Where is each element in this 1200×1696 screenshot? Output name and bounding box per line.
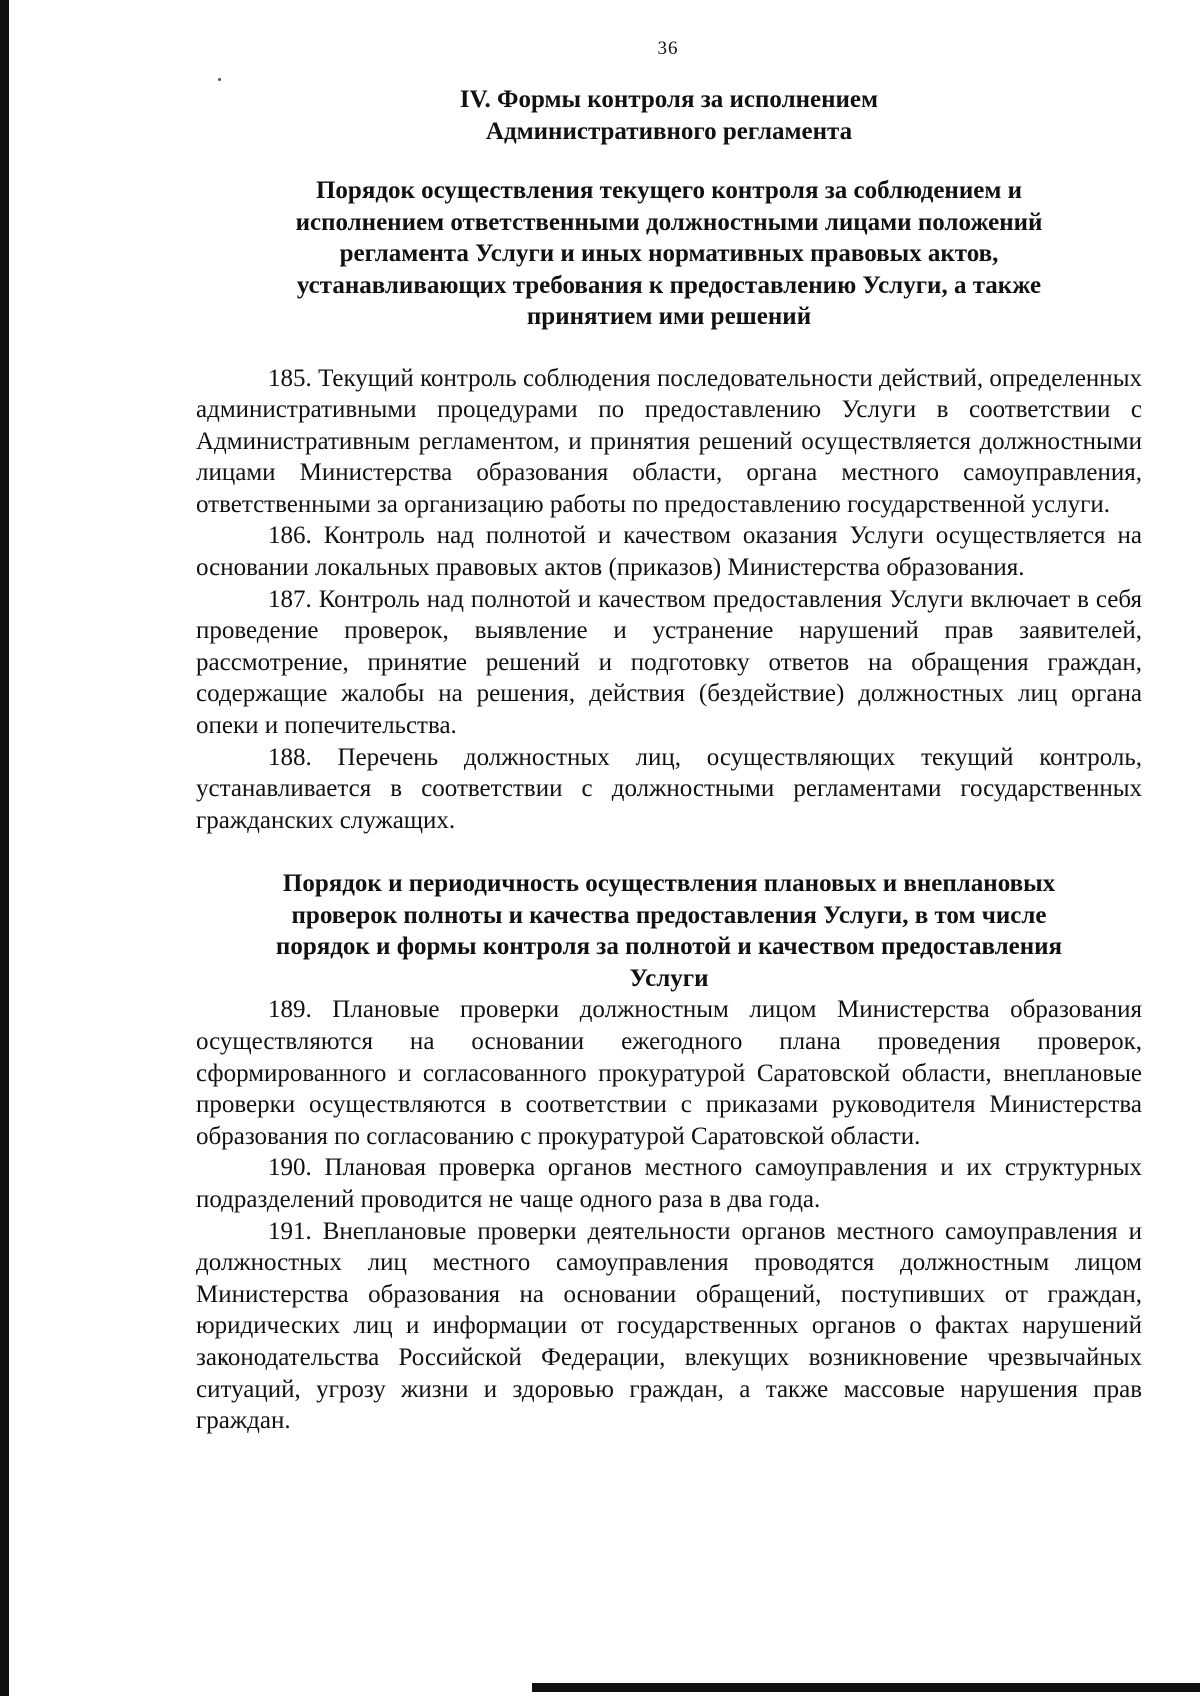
section-heading	[196, 84, 1142, 147]
paragraph-186: 186. Контроль над полнотой и качеством оказания Услуги осуществляется на основании локальных правовых актов (приказов) Министерства образования.	[196, 522, 1142, 582]
scan-speck	[218, 78, 221, 81]
subheading-line: регламента Услуги и иных нормативных правовых актов,	[339, 240, 999, 267]
paragraph-187: 187. Контроль над полнотой и качеством предоставления Услуги включает в себя проведение проверок, выявление и устранение нарушений прав заявителей, рассмотрение, принятие решений и подготовку ответов на обращения граждан, содержащие жалобы на решения, действия (бездействие) должностных лиц органа опеки и попечительства.	[196, 585, 1142, 740]
paragraph-190: 190. Плановая проверка органов местного самоуправления и их структурных подразделений проводится не чаще одного раза в два года.	[196, 1154, 1142, 1213]
subheading-line: Услуги	[629, 964, 709, 992]
subheading-inspections	[196, 868, 1142, 994]
subheading-line: порядок и формы контроля за полнотой и качеством предоставления	[275, 933, 1063, 961]
subheading-current-control	[196, 175, 1142, 333]
subheading-line: принятием ими решений	[526, 303, 812, 330]
scan-edge-left	[0, 0, 9, 1696]
scan-edge-bottom	[532, 1683, 1200, 1692]
subheading-line: проверок полноты и качества предоставления Услуги, в том числе	[291, 901, 1047, 929]
section-heading-line: IV. Формы контроля за исполнением	[459, 86, 879, 113]
document-body	[196, 84, 1142, 1437]
subheading-line: Порядок осуществления текущего контроля за соблюдением и	[315, 177, 1023, 204]
subheading-line: устанавливающих требования к предоставлению Услуги, а также	[296, 271, 1042, 299]
paragraph-188: 188. Перечень должностных лиц, осуществляющих текущий контроль, устанавливается в соответствии с должностными регламентами государственных гражданских служащих.	[196, 743, 1142, 834]
paragraph-191: 191. Внеплановые проверки деятельности органов местного самоуправления и должностных лиц местного самоуправления проводятся должностным лицом Министерства образования на основании обращений, поступивших от граждан, юридических лиц и информации от государственных органов о фактах нарушений законодательства Российской Федерации, влекущих возникновение чрезвычайных ситуаций, угрозу жизни и здоровью граждан, а также массовые нарушения прав граждан.	[196, 1217, 1142, 1435]
subheading-line: исполнением ответственными должностными лицами положений	[295, 208, 1043, 236]
paragraph-189: 189. Плановые проверки должностным лицом Министерства образования осуществляются на основании ежегодного плана проведения проверок, сформированного и согласованного прокуратурой Саратовской области, внеплановые проверки осуществляются в соответствии с приказами руководителя Министерства образования по согласованию с прокуратурой Саратовской области.	[196, 996, 1142, 1150]
section-heading-line: Административного регламента	[485, 117, 853, 145]
paragraph-185: 185. Текущий контроль соблюдения последовательности действий, определенных административными процедурами по предоставлению Услуги в соответствии с Административным регламентом, и принятия решений осуществляется должностными лицами Министерства образования области, органа местного самоуправления, ответственными за организацию работы по предоставлению государственной услуги.	[196, 364, 1142, 518]
page-number: 36	[657, 38, 679, 59]
subheading-line: Порядок и периодичность осуществления плановых и внеплановых	[282, 870, 1056, 898]
